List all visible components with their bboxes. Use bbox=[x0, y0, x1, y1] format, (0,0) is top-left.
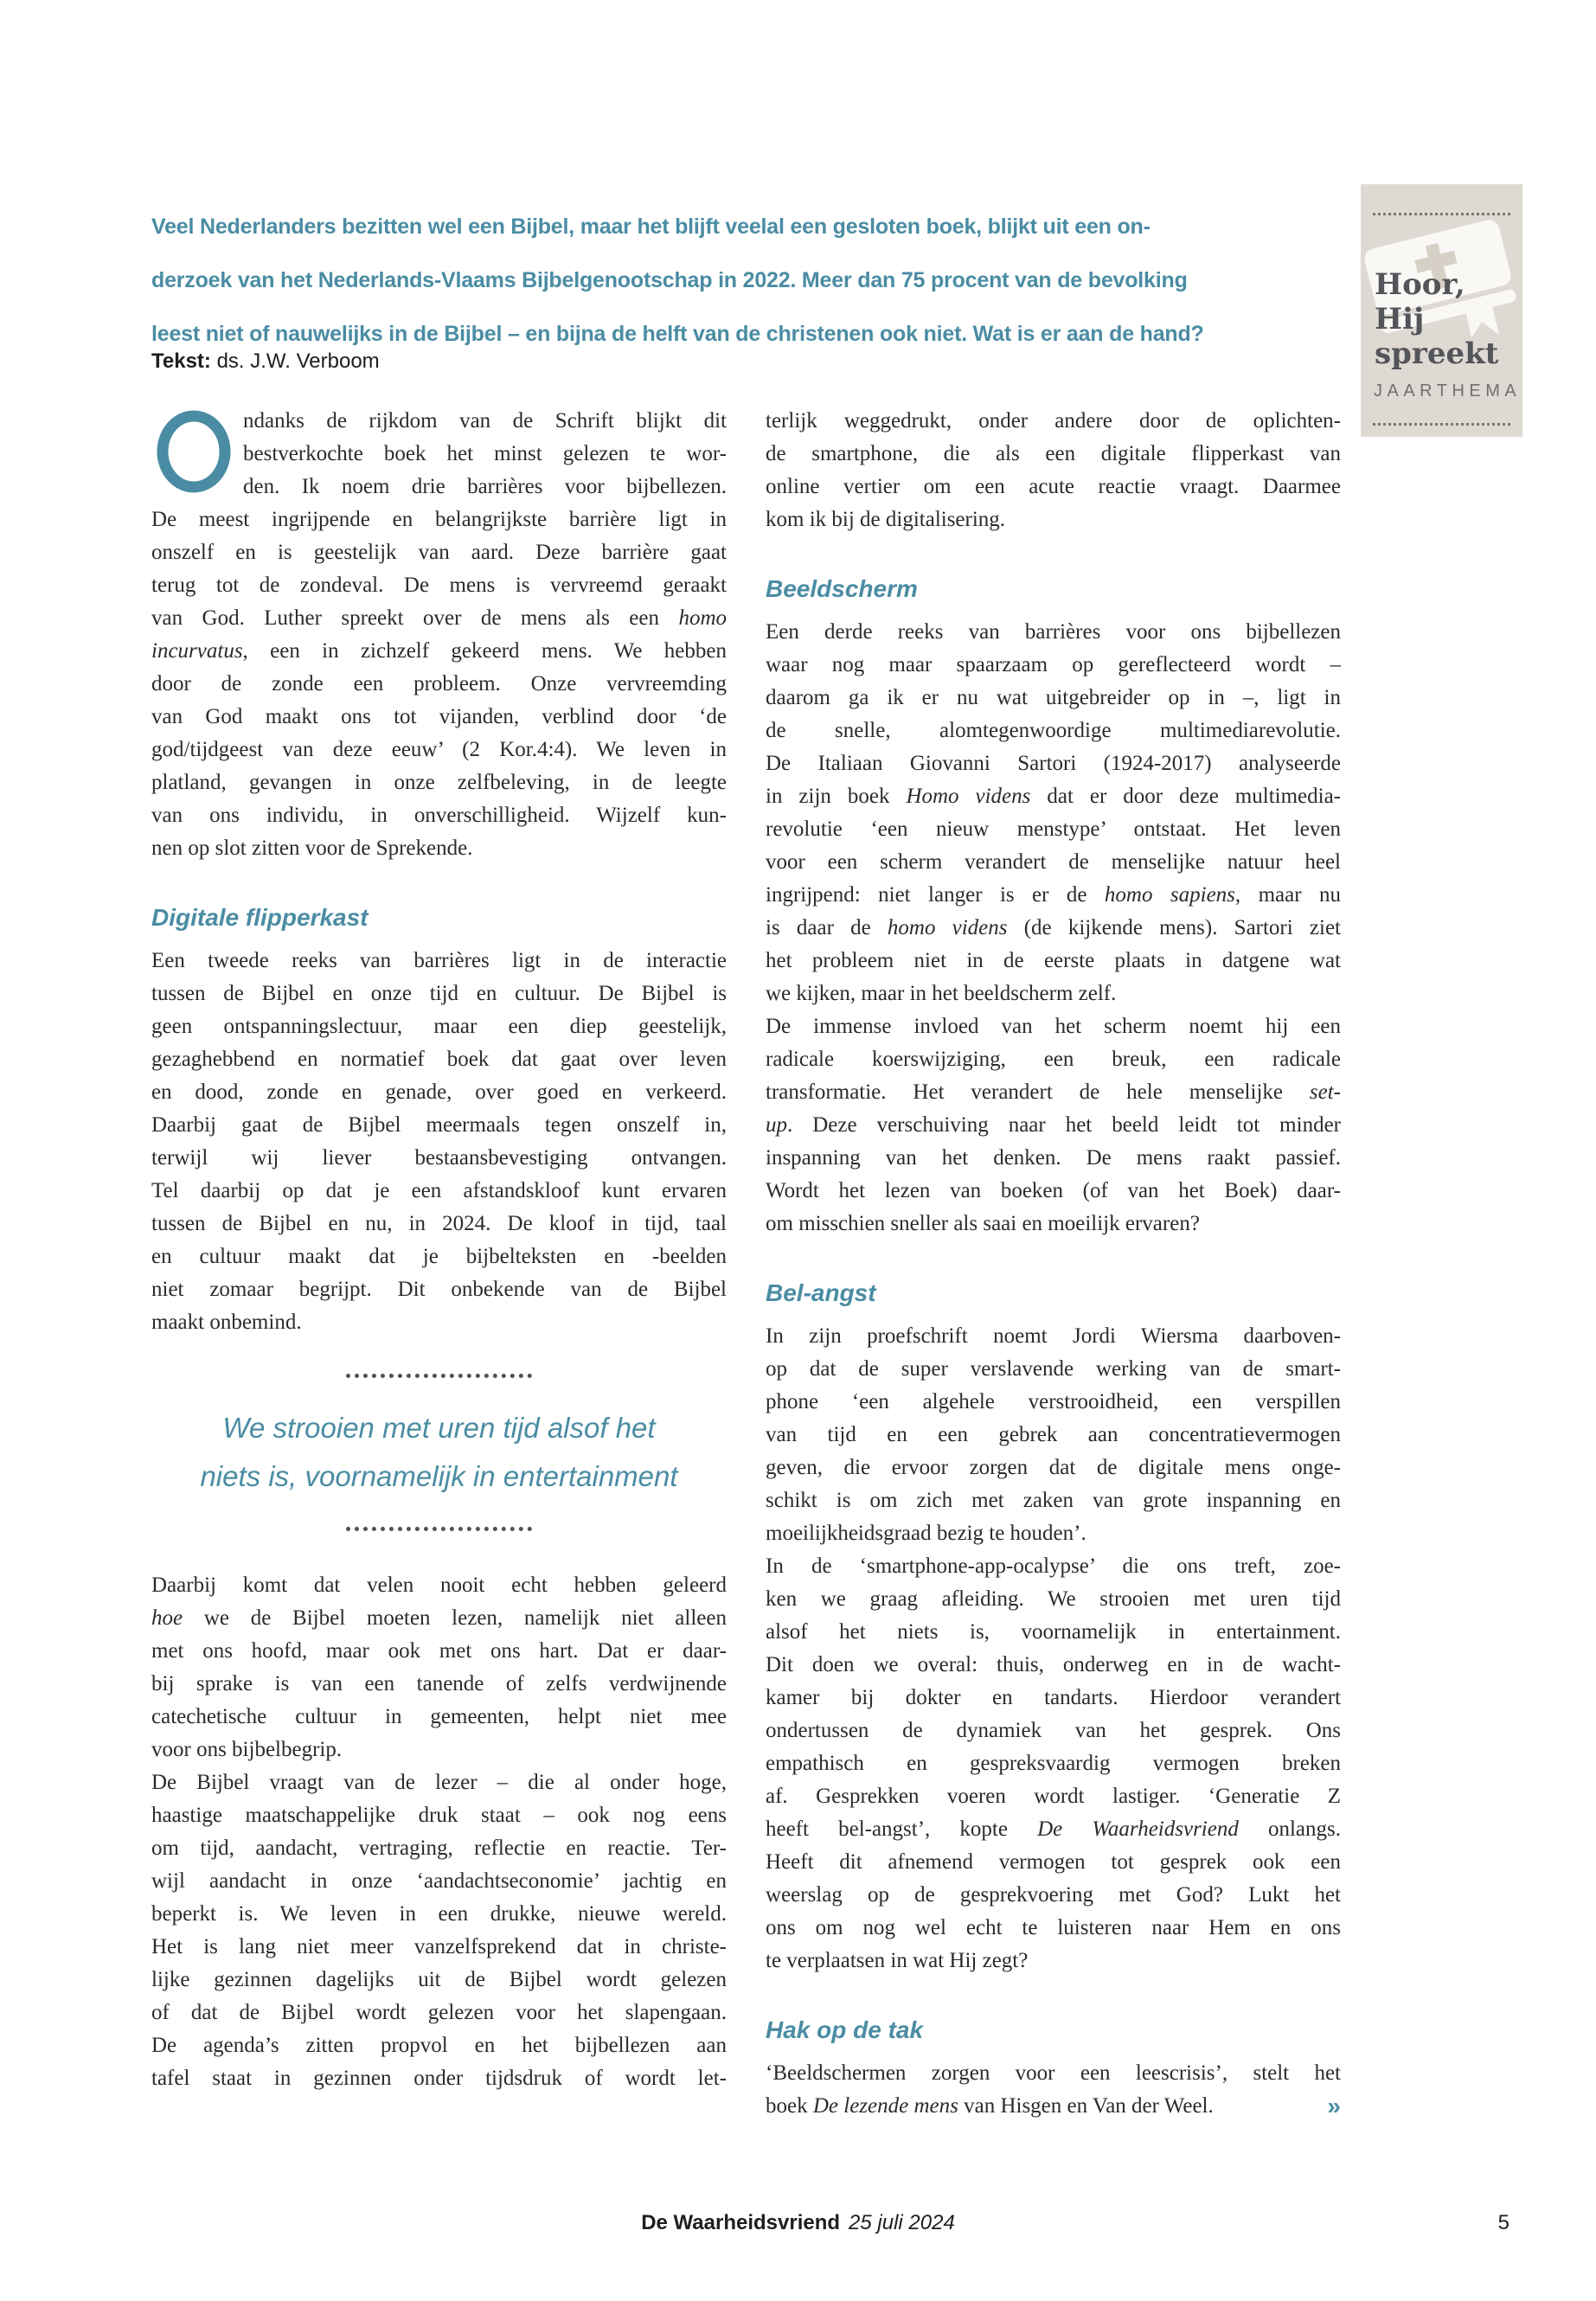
text-line: transformatie. Het verandert de hele menselijke set- bbox=[766, 1080, 1341, 1104]
badge-title-line: spreekt bbox=[1375, 336, 1499, 371]
dotted-separator bbox=[1373, 423, 1510, 426]
text-line: van God. Luther spreekt over de mens als een homo bbox=[151, 606, 727, 630]
text-line: De agenda’s zitten propvol en het bijbellezen aan bbox=[151, 2034, 727, 2057]
article-body bbox=[151, 405, 1341, 2123]
text-line: met ons hoofd, maar ook met ons hart. Dat er daar- bbox=[151, 1639, 727, 1663]
text-line: schikt is om zich met zaken van grote inspanning en bbox=[766, 1489, 1341, 1512]
pull-quote bbox=[151, 1374, 727, 1531]
text-line: weerslag op de gesprekvoering met God? Lukt het bbox=[766, 1883, 1341, 1907]
text-line: we kijken, maar in het beeldscherm zelf. bbox=[766, 982, 1117, 1005]
text-line: platland, gevangen in onze zelfbeleving, in de leegte bbox=[151, 771, 727, 794]
text-line: waar nog maar spaarzaam op gereflecteerd wordt – bbox=[766, 653, 1341, 676]
text-line: niet zomaar begrijpt. Dit onbekende van de Bijbel bbox=[151, 1278, 727, 1301]
text-line: terlijk weggedrukt, onder andere door de oplichten- bbox=[766, 409, 1341, 433]
text-line: online vertier om een acute reactie vraagt. Daarmee bbox=[766, 475, 1341, 498]
text-line: ingrijpend: niet langer is er de homo sapiens, maar nu bbox=[766, 883, 1341, 907]
body-paragraph bbox=[151, 405, 727, 865]
badge-title-line: Hoor, bbox=[1375, 267, 1465, 302]
body-paragraph bbox=[766, 1320, 1341, 1977]
text-line: incurvatus, een in zichzelf gekeerd mens. We hebben bbox=[151, 639, 727, 663]
text-line: op dat de super verslavende werking van de smart- bbox=[766, 1357, 1341, 1381]
text-line: gezaghebbend en normatief boek dat gaat over leven bbox=[151, 1048, 727, 1071]
section-heading: Beeldscherm bbox=[766, 575, 918, 602]
text-line: ken we graag afleiding. We strooien met uren tijd bbox=[766, 1587, 1341, 1611]
text-line: af. Gesprekken voeren wordt lastiger. ‘Generatie Z bbox=[766, 1785, 1341, 1808]
badge-title bbox=[1375, 267, 1498, 371]
text-line: Het is lang niet meer vanzelfsprekend dat in christe- bbox=[151, 1935, 727, 1958]
text-line: Heeft dit afnemend vermogen tot gesprek ook een bbox=[766, 1850, 1341, 1874]
section-heading: Hak op de tak bbox=[766, 2016, 924, 2043]
section-heading: Digitale flipperkast bbox=[151, 904, 369, 931]
footer-magazine: De Waarheidsvriend bbox=[641, 2211, 841, 2234]
text-line: geven, die ervoor zorgen dat de digitale mens onge- bbox=[766, 1456, 1341, 1479]
text-line: lijke gezinnen dagelijks uit de Bijbel wordt gelezen bbox=[151, 1968, 727, 1991]
text-line: » boek De lezende mens van Hisgen en Van der Weel. bbox=[766, 2090, 1341, 2123]
text-line: moeilijkheidsgraad bezig te houden’. bbox=[766, 1522, 1086, 1545]
text-line: radicale koerswijziging, een breuk, een radicale bbox=[766, 1048, 1341, 1071]
text-line: van tijd en een gebrek aan concentratievermogen bbox=[766, 1423, 1341, 1446]
text-line: bestverkochte boek het minst gelezen te wor- bbox=[243, 442, 727, 465]
text-line: bij sprake is van een tanende of zelfs verdwijnende bbox=[151, 1672, 727, 1695]
text-line: ondertussen de dynamiek van het gesprek. Ons bbox=[766, 1719, 1341, 1742]
text-line: In de ‘smartphone-app-ocalypse’ die ons treft, zoe- bbox=[766, 1554, 1341, 1578]
body-paragraph bbox=[151, 1569, 727, 2095]
body-paragraph bbox=[766, 2057, 1341, 2123]
text-line: daarom ga ik er nu wat uitgebreider op in –, ligt in bbox=[766, 686, 1341, 709]
pull-quote-line: We strooien met uren tijd alsof het bbox=[222, 1412, 656, 1444]
body-paragraph bbox=[766, 405, 1341, 536]
text-line: den. Ik noem drie barrières voor bijbellezen. bbox=[243, 475, 727, 498]
text-line: haastige maatschappelijke druk staat – ook nog eens bbox=[151, 1804, 727, 1827]
text-line: catechetische cultuur in gemeenten, helpt niet mee bbox=[151, 1705, 727, 1728]
badge-title-line: Hij bbox=[1375, 302, 1425, 336]
column-right bbox=[766, 405, 1341, 2123]
text-line: Wordt het lezen van boeken (of van het Boek) daar- bbox=[766, 1179, 1341, 1202]
text-line: hoe we de Bijbel moeten lezen, namelijk niet alleen bbox=[151, 1606, 727, 1630]
text-line: te verplaatsen in wat Hij zegt? bbox=[766, 1949, 1029, 1972]
text-line: tafel staat in gezinnen onder tijdsdruk of wordt let- bbox=[151, 2067, 727, 2090]
continuation-icon: » bbox=[1327, 2093, 1341, 2119]
text-line: kamer bij dokter en tandarts. Hierdoor verandert bbox=[766, 1686, 1341, 1709]
section-heading: Bel-angst bbox=[766, 1279, 876, 1306]
text-line: en cultuur maakt dat je bijbelteksten en -beelden bbox=[151, 1245, 727, 1268]
text-line: voor ons bijbelbegrip. bbox=[151, 1738, 343, 1761]
text-line: terwijl wij liever bestaansbevestiging ontvangen. bbox=[151, 1146, 727, 1170]
text-line: tussen de Bijbel en onze tijd en cultuur. De Bijbel is bbox=[151, 982, 727, 1005]
text-line: nen op slot zitten voor de Sprekende. bbox=[151, 836, 473, 860]
text-line: door de zonde een probleem. Onze vervreemding bbox=[151, 672, 727, 695]
text-line: Dit doen we overal: thuis, onderweg en in de wacht- bbox=[766, 1653, 1341, 1676]
dotted-separator bbox=[346, 1374, 532, 1378]
text-line: om misschien sneller als saai en moeilijk ervaren? bbox=[766, 1212, 1200, 1235]
byline bbox=[151, 349, 380, 374]
text-line: is daar de homo videns (de kijkende mens). Sartori ziet bbox=[766, 916, 1341, 939]
text-line: ‘Beeldschermen zorgen voor een leescrisis’, stelt het bbox=[766, 2061, 1341, 2085]
text-line: heeft bel-angst’, kopte De Waarheidsvriend onlangs. bbox=[766, 1817, 1341, 1841]
text-line: of dat de Bijbel wordt gelezen voor het slapengaan. bbox=[151, 2001, 727, 2024]
text-line: De immense invloed van het scherm noemt hij een bbox=[766, 1015, 1341, 1038]
text-line: en dood, zonde en genade, over goed en verkeerd. bbox=[151, 1080, 727, 1104]
text-line: god/tijdgeest van deze eeuw’ (2 Kor.4:4). We leven in bbox=[151, 738, 727, 761]
footer-date: 25 juli 2024 bbox=[849, 2211, 955, 2234]
footer bbox=[0, 2211, 1596, 2235]
text-line: het probleem niet in de eerste plaats in datgene wat bbox=[766, 949, 1341, 972]
text-line: ndanks de rijkdom van de Schrift blijkt dit bbox=[243, 409, 727, 433]
text-line: onszelf en is geestelijk van aard. Deze barrière gaat bbox=[151, 541, 727, 564]
text-line: van God maakt ons tot vijanden, verblind door ‘de bbox=[151, 705, 727, 728]
byline-author: ds. J.W. Verboom bbox=[216, 349, 380, 373]
text-line: De meest ingrijpende en belangrijkste barrière ligt in bbox=[151, 508, 727, 531]
text-line: ons om nog wel echt te luisteren naar Hem en ons bbox=[766, 1916, 1341, 1939]
text-line: Een derde reeks van barrières voor ons bijbellezen bbox=[766, 620, 1341, 644]
text-line: maakt onbemind. bbox=[151, 1311, 302, 1334]
text-line: Daarbij komt dat velen nooit echt hebben geleerd bbox=[151, 1574, 727, 1597]
intro-paragraph: Veel Nederlanders bezitten wel een Bijbel, maar het blijft veelal een gesloten boek, blijkt uit een on- derzoek van het Nederlands-Vlaams Bijbelgenootschap in 2022. Meer dan 75 procent van de bevolking leest niet of nauwelijks in de Bijbel – en bijna de helft van de christenen ook niet. Wat is er aan de hand? bbox=[151, 215, 1204, 346]
page-number: 5 bbox=[1497, 2211, 1509, 2234]
text-line: de snelle, alomtegenwoordige multimediarevolutie. bbox=[766, 719, 1341, 742]
text-line: De Bijbel vraagt van de lezer – die al onder hoge, bbox=[151, 1771, 727, 1794]
text-line: kom ik bij de digitalisering. bbox=[766, 508, 1006, 531]
text-line: In zijn proefschrift noemt Jordi Wiersma daarboven- bbox=[766, 1324, 1341, 1348]
text-line: Een tweede reeks van barrières ligt in de interactie bbox=[151, 949, 727, 972]
text-line: voor een scherm verandert de menselijke natuur heel bbox=[766, 850, 1341, 874]
body-paragraph bbox=[766, 616, 1341, 1240]
text-line: beperkt is. We leven in een drukke, nieuwe wereld. bbox=[151, 1902, 727, 1926]
text-line: up. Deze verschuiving naar het beeld leidt tot minder bbox=[766, 1113, 1341, 1137]
text-line: inspanning van het denken. De mens raakt passief. bbox=[766, 1146, 1341, 1170]
text-line: phone ‘een algehele verstrooidheid, een verspillen bbox=[766, 1390, 1341, 1413]
text-line: tussen de Bijbel en nu, in 2024. De kloof in tijd, taal bbox=[151, 1212, 727, 1235]
byline-label: Tekst: bbox=[151, 349, 211, 373]
pull-quote-line: niets is, voornamelijk in entertainment bbox=[200, 1460, 678, 1492]
text-line: om tijd, aandacht, vertraging, reflectie en reactie. Ter- bbox=[151, 1836, 727, 1860]
text-line: Tel daarbij op dat je een afstandskloof kunt ervaren bbox=[151, 1179, 727, 1202]
text-line: Daarbij gaat de Bijbel meermaals tegen onszelf in, bbox=[151, 1113, 727, 1137]
text-line: empathisch en gespreksvaardig vermogen breken bbox=[766, 1752, 1341, 1775]
text-line: geen ontspanningslectuur, maar een diep geestelijk, bbox=[151, 1015, 727, 1038]
column-left bbox=[151, 405, 727, 2123]
text-line: terug tot de zondeval. De mens is vervreemd geraakt bbox=[151, 574, 727, 597]
text-line: in zijn boek Homo videns dat er door deze multimedia- bbox=[766, 785, 1341, 808]
text-line: alsof het niets is, voornamelijk in entertainment. bbox=[766, 1620, 1341, 1644]
text-line: wijl aandacht in onze ‘aandachtseconomie’ jachtig en bbox=[151, 1869, 727, 1893]
text-line: van ons individu, in onverschilligheid. Wijzelf kun- bbox=[151, 804, 727, 827]
badge-label: JAARTHEMA bbox=[1374, 381, 1522, 401]
jaarthema-badge bbox=[1361, 184, 1522, 437]
body-paragraph bbox=[151, 945, 727, 1339]
dotted-separator bbox=[346, 1527, 532, 1531]
text-line: revolutie ‘een nieuw menstype’ ontstaat. Het leven bbox=[766, 817, 1341, 841]
text-line: de smartphone, die als een digitale flipperkast van bbox=[766, 442, 1341, 465]
text-line: De Italiaan Giovanni Sartori (1924-2017) analyseerde bbox=[766, 752, 1341, 775]
